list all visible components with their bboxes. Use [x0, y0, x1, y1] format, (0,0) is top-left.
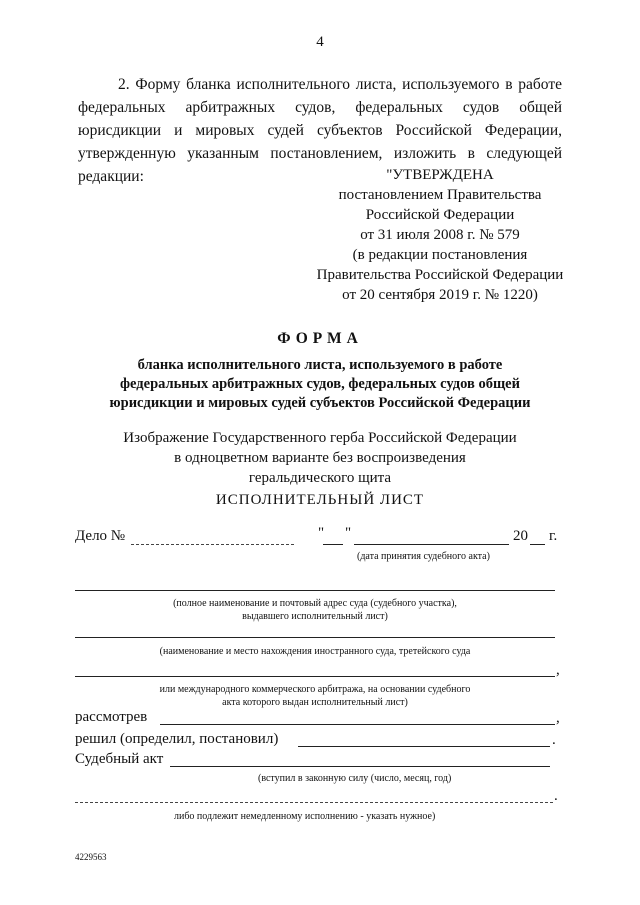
approval-line: от 31 июля 2008 г. № 579: [360, 227, 520, 243]
court-caption-line: (полное наименование и почтовый адрес суда (судебного участка),: [173, 598, 457, 609]
emblem-note-line: Изображение Государственного герба Российской Федерации: [123, 430, 517, 446]
date-month-field[interactable]: [354, 544, 509, 545]
comma: ,: [556, 662, 560, 678]
page-number: 4: [316, 34, 324, 50]
arbitration-caption: [75, 683, 555, 709]
approval-line: Правительства Российской Федерации: [316, 267, 564, 283]
foreign-court-field[interactable]: [75, 637, 555, 638]
decided-label: решил (определил, постановил): [75, 731, 279, 747]
foreign-court-caption: (наименование и место нахождения иностранного суда, третейского суда: [159, 646, 471, 657]
year-suffix: г.: [549, 528, 558, 544]
approval-line: от 20 сентября 2019 г. № 1220): [342, 287, 538, 303]
approval-stamp: [300, 165, 580, 305]
approval-line: "УТВЕРЖДЕНА: [386, 167, 494, 183]
judicial-act-field[interactable]: [170, 766, 550, 767]
form-subheading: бланка исполнительного листа, используемого в работе федеральных арбитражных судов, федеральных судов общей юрисдикции и мировых судей субъектов Российской Федерации: [109, 357, 531, 411]
date-year-field[interactable]: [530, 544, 545, 545]
approval-line: Российской Федерации: [365, 207, 515, 223]
emblem-note-line: в одноцветном варианте без воспроизведения: [174, 450, 466, 466]
case-number-field[interactable]: [131, 544, 294, 545]
court-caption: [75, 597, 555, 623]
period: .: [554, 788, 558, 804]
approval-line: (в редакции постановления: [352, 247, 528, 263]
case-number-label: Дело №: [75, 528, 126, 544]
entry-into-force-caption: (вступил в законную силу (число, месяц, год): [258, 773, 452, 784]
document-title: ИСПОЛНИТЕЛЬНЫЙ ЛИСТ: [215, 492, 425, 508]
period: .: [552, 732, 556, 748]
date-quote-open: ": [318, 525, 325, 541]
approval-line: постановлением Правительства: [338, 187, 542, 203]
considered-label: рассмотрев: [75, 709, 148, 725]
date-quote-close: ": [345, 525, 352, 541]
intro-text: 2. Форму бланка исполнительного листа, используемого в работе федеральных арбитражных судов, федеральных судов общей юрисдикции и мировых судей субъектов Российской Федерации, утвержденную указанным постановлением, изложить в следующей редакции:: [78, 76, 562, 185]
execution-field[interactable]: [75, 802, 553, 803]
comma: ,: [556, 710, 560, 726]
court-caption-line: выдавшего исполнительный лист): [242, 611, 388, 622]
emblem-note-line: геральдического щита: [248, 470, 392, 486]
execution-caption: либо подлежит немедленному исполнению - указать нужное): [174, 811, 436, 822]
arbitration-caption-line: или международного коммерческого арбитража, на основании судебного: [159, 684, 471, 695]
document-code: 4229563: [75, 852, 107, 862]
emblem-placeholder-note: [80, 428, 560, 488]
form-heading: ФОРМА: [277, 330, 363, 347]
date-caption: (дата принятия судебного акта): [357, 551, 490, 562]
considered-field[interactable]: [160, 724, 555, 725]
decided-field[interactable]: [298, 746, 550, 747]
court-name-field[interactable]: [75, 590, 555, 591]
arbitration-field[interactable]: [75, 676, 555, 677]
year-prefix: 20: [513, 528, 528, 544]
date-day-field[interactable]: [323, 544, 343, 545]
arbitration-caption-line: акта которого выдан исполнительный лист): [222, 697, 408, 708]
judicial-act-label: Судебный акт: [75, 751, 164, 767]
